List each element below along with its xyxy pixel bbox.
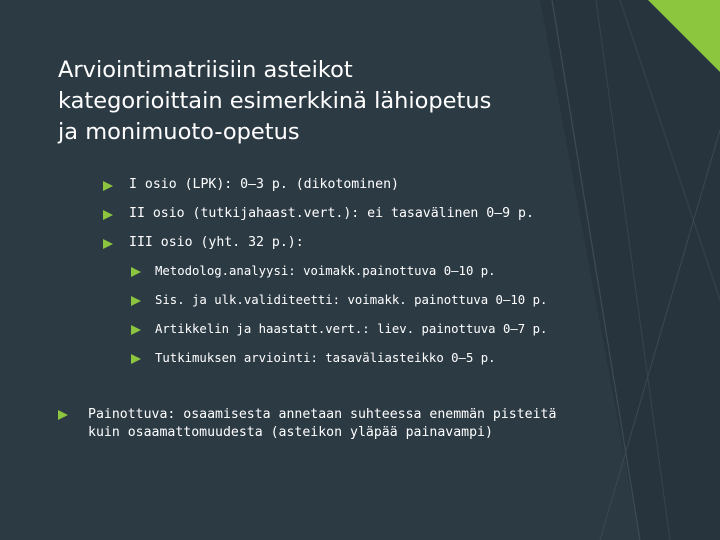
sub-bullet-text: Tutkimuksen arviointi: tasaväliasteikko 0–5 p.	[155, 351, 496, 365]
final-bullet-line-2: kuin osaamattomuudesta (asteikon yläpää painavampi)	[88, 425, 493, 440]
title-line-3: ja monimuoto-opetus	[58, 119, 300, 145]
green-triangle-bullet-icon	[131, 325, 141, 335]
sub-bullet-text: Sis. ja ulk.validiteetti: voimakk. painottuva 0–10 p.	[155, 293, 548, 307]
bullet-text: II osio (tutkijahaast.vert.): ei tasavälinen 0–9 p.	[129, 206, 534, 221]
green-triangle-bullet-icon	[103, 210, 113, 220]
sub-bullet-item	[131, 322, 547, 337]
green-triangle-bullet-icon	[58, 410, 68, 420]
sub-bullet-text: Metodolog.analyysi: voimakk.painottuva 0–10 p.	[155, 264, 496, 278]
final-bullet-item	[58, 406, 556, 442]
bullet-item	[103, 177, 399, 193]
bullet-item	[103, 206, 534, 222]
sub-bullet-item	[131, 351, 496, 366]
green-triangle-bullet-icon	[131, 354, 141, 364]
green-triangle-bullet-icon	[131, 267, 141, 277]
sub-bullet-item	[131, 293, 547, 308]
bullet-item	[103, 235, 304, 251]
green-triangle-bullet-icon	[131, 296, 141, 306]
title-line-2: kategorioittain esimerkkinä lähiopetus	[58, 88, 492, 114]
green-triangle-bullet-icon	[103, 239, 113, 249]
green-triangle-bullet-icon	[103, 181, 113, 191]
sub-bullet-item	[131, 264, 496, 279]
bullet-text: I osio (LPK): 0–3 p. (dikotominen)	[129, 177, 399, 192]
sub-bullet-text: Artikkelin ja haastatt.vert.: liev. painottuva 0–7 p.	[155, 322, 548, 336]
final-bullet-text	[88, 406, 556, 442]
bullet-text: III osio (yht. 32 p.):	[129, 235, 304, 250]
title-line-1: Arviointimatriisiin asteikot	[58, 57, 353, 83]
final-bullet-line-1: Painottuva: osaamisesta annetaan suhteessa enemmän pisteitä	[88, 407, 557, 422]
